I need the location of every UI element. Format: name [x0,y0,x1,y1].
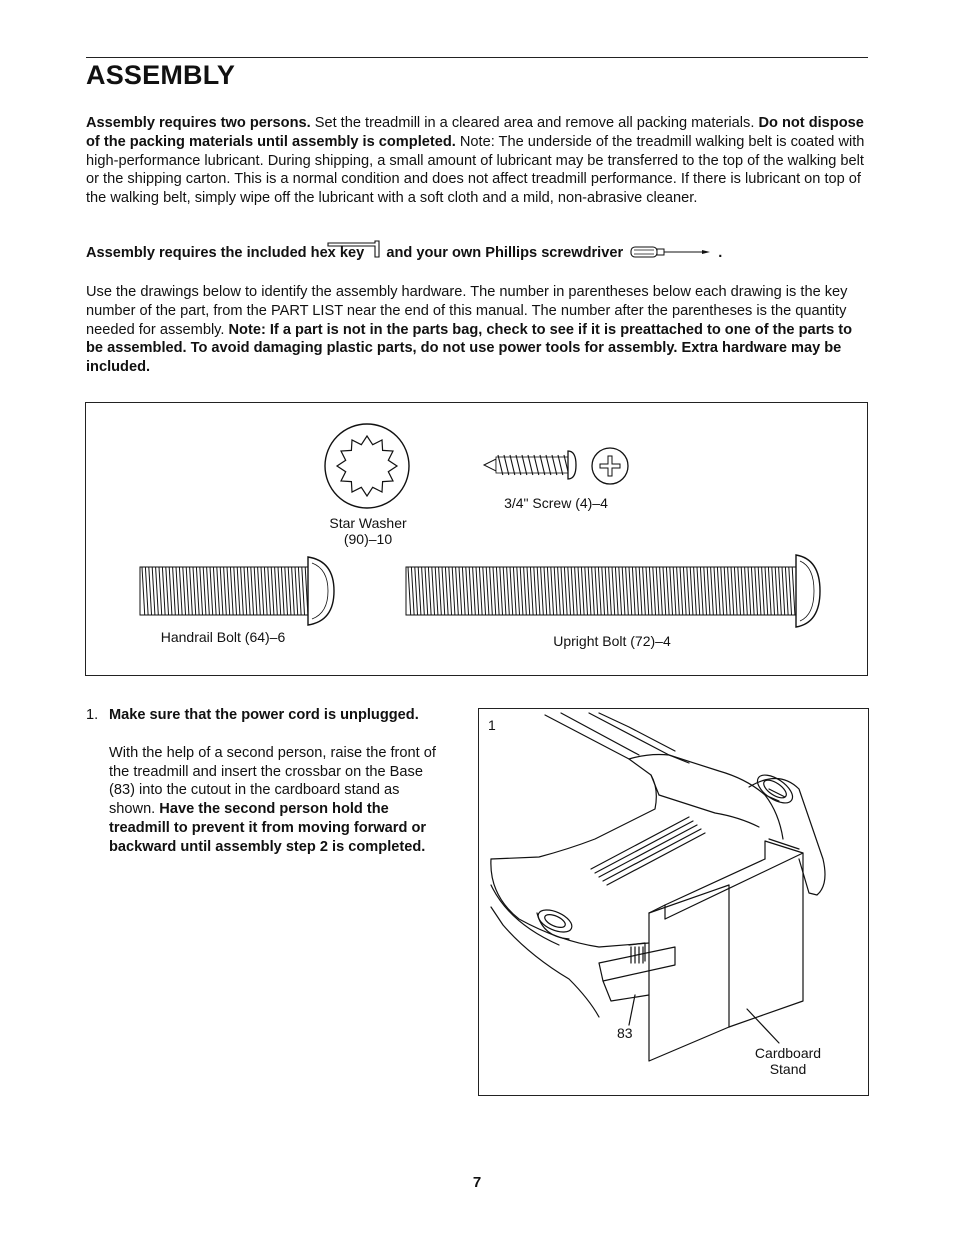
hardware-paragraph [86,283,870,377]
tools-line [86,244,870,263]
callout-cardboard-stand-line-2: Stand [769,1061,807,1077]
intro-paragraph [86,114,870,208]
upright-bolt-label: Upright Bolt (72)–4 [553,633,671,649]
step-1 [86,706,446,857]
page-title: ASSEMBLY [86,60,236,90]
figure-1 [478,708,869,1096]
treadmill-illustration [479,709,869,1096]
intro-bold-2: Do not dispose of the packing materials until assembly is completed. [86,115,864,150]
star-washer-label-line-1: Star Washer [329,515,407,531]
callout-cardboard-stand [743,1045,833,1077]
tools-text-2: and your own Phillips screwdriver [386,245,624,261]
handrail-bolt-label: Handrail Bolt (64)–6 [160,629,286,645]
screw-icon [482,445,582,485]
phillips-head-icon [589,445,631,487]
hardware-text: Use the drawings below to identify the assembly hardware. The number in parentheses below each drawing is the key number of the part, from the PART LIST near the end of this manual. The number after the parentheses is the quantity needed for assembly. [86,284,848,338]
page-number: 7 [472,1174,482,1191]
intro-bold-1: Assembly requires two persons. [86,115,311,131]
figure-1-number: 1 [488,717,496,733]
tools-end: . [718,245,723,261]
step-1-heading: Make sure that the power cord is unplugged. [109,707,419,723]
callout-cardboard-stand-line-1: Cardboard [754,1045,822,1061]
step-1-text [109,744,446,857]
hardware-note-bold: Note: If a part is not in the parts bag, check to see if it is preattached to one of the parts to be assembled. To avoid damaging plastic parts, do not use power tools for assembly. Extra hardware may be included. [86,321,853,376]
star-washer-icon [322,421,412,511]
tools-text-1: Assembly requires the included hex key [86,245,365,261]
phillips-screwdriver-icon [630,245,712,259]
hex-key-icon [326,240,382,258]
step-1-number: 1. [86,707,99,723]
upright-bolt-icon [404,551,824,631]
top-rule [86,57,868,58]
screw-label: 3/4" Screw (4)–4 [504,495,608,511]
handrail-bolt-icon [138,553,338,629]
star-washer-label [318,515,418,547]
step-1-text-bold: Have the second person hold the treadmill to prevent it from moving forward or backward until assembly step 2 is completed. [109,801,427,855]
step-1-text-plain: With the help of a second person, raise the front of the treadmill and insert the crossbar on the Base (83) into the cutout in the cardboard stand as shown. [109,744,436,818]
intro-text-2: Note: The underside of the treadmill walking belt is coated with high-performance lubricant. During shipping, a small amount of lubricant may be transferred to the top of the walking belt or the shipping carton. This is a normal condition and does not affect treadmill performance. If there is lubricant on top of the walking belt, simply wipe off the lubricant with a soft cloth and a mild, non-abrasive cleaner. [86,133,865,207]
star-washer-label-line-2: (90)–10 [343,531,393,547]
intro-text-1: Set the treadmill in a cleared area and remove all packing materials. [310,115,759,131]
callout-base-83: 83 [617,1025,633,1041]
hardware-box [85,402,868,676]
